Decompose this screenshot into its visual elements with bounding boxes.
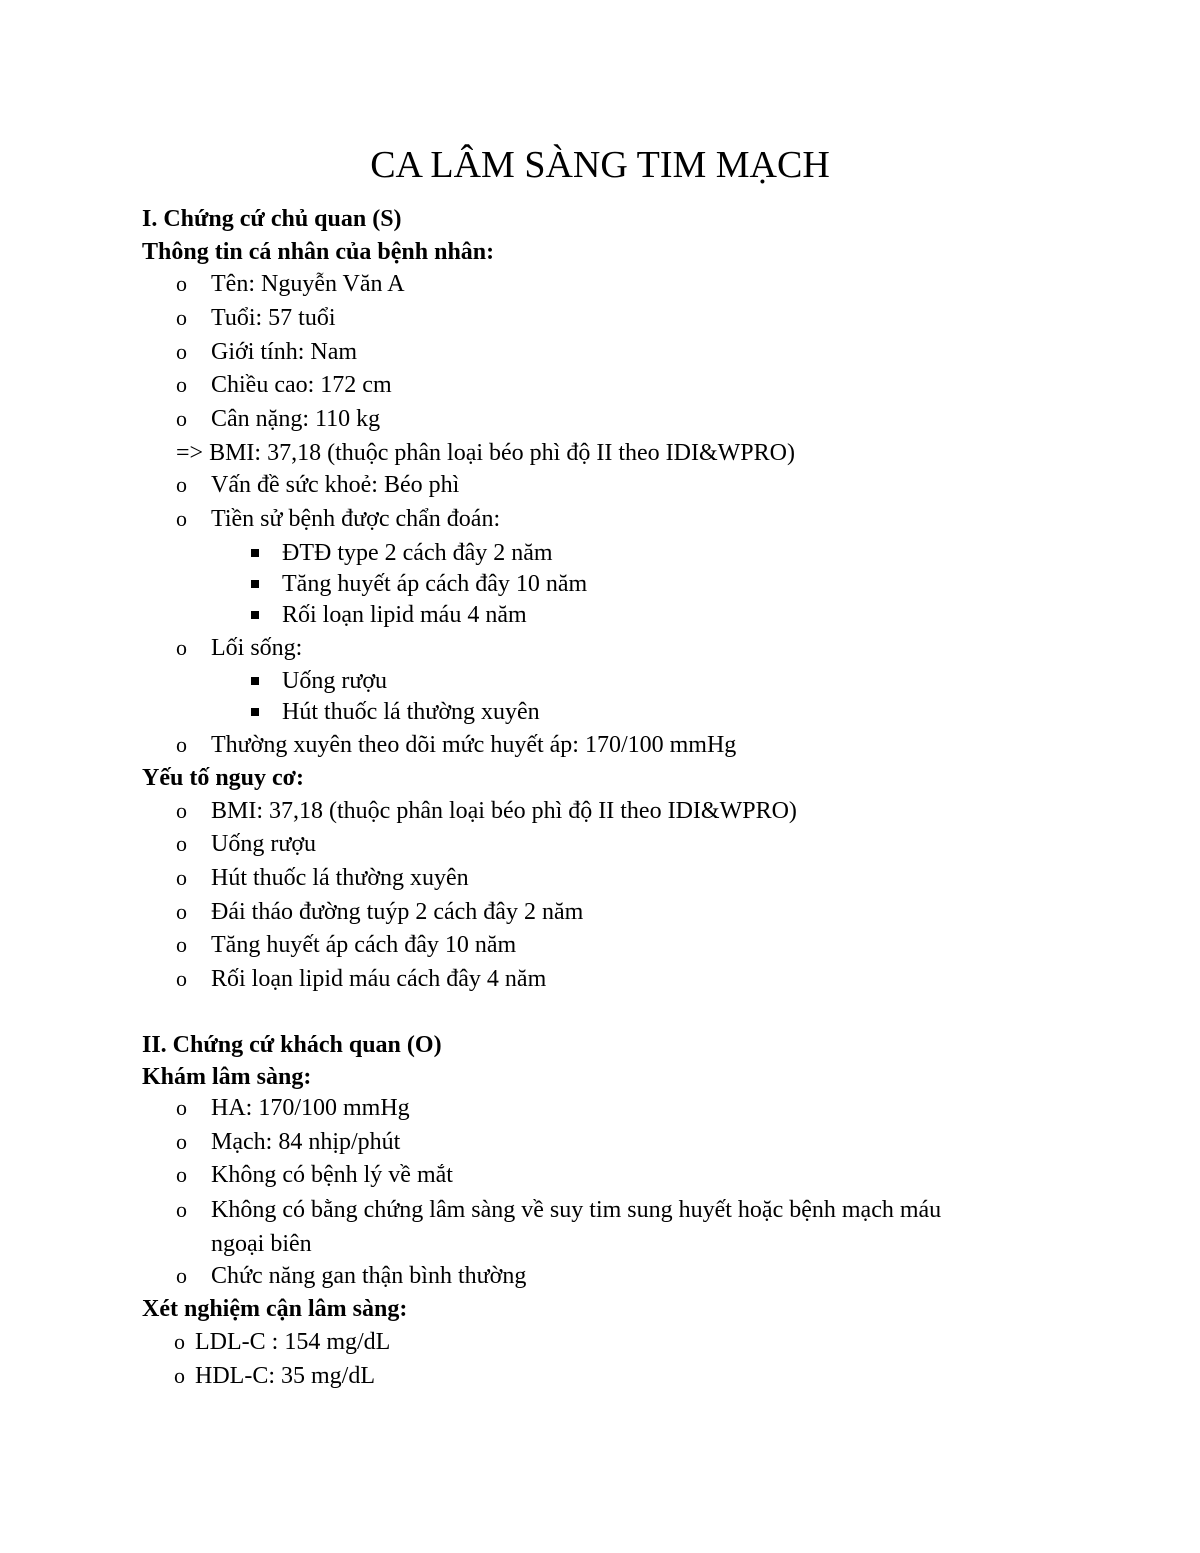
risk-factors-heading: Yếu tố nguy cơ: bbox=[142, 765, 304, 791]
list-item-text: Tuổi: 57 tuổi bbox=[211, 305, 336, 331]
exam-item-text: Không có bằng chứng lâm sàng về suy tim sung huyết hoặc bệnh mạch máu bbox=[211, 1197, 942, 1223]
circle-bullet-icon: o bbox=[176, 1197, 187, 1222]
patient-info-heading: Thông tin cá nhân của bệnh nhân: bbox=[142, 239, 495, 265]
sub-list-item-text: Tăng huyết áp cách đây 10 năm bbox=[282, 571, 588, 597]
section-1-heading: I. Chứng cứ chủ quan (S) bbox=[142, 206, 402, 232]
square-bullet-icon bbox=[251, 708, 259, 716]
list-item-text: Cân nặng: 110 kg bbox=[211, 406, 381, 432]
sub-list-item-text: ĐTĐ type 2 cách đây 2 năm bbox=[282, 540, 553, 566]
list-item-text: Chiều cao: 172 cm bbox=[211, 372, 392, 398]
circle-bullet-icon: o bbox=[176, 406, 187, 431]
circle-bullet-icon: o bbox=[176, 635, 187, 660]
list-item-text: Vấn đề sức khoẻ: Béo phì bbox=[211, 472, 460, 498]
circle-bullet-icon: o bbox=[176, 1263, 187, 1288]
page-title: CA LÂM SÀNG TIM MẠCH bbox=[370, 144, 830, 186]
square-bullet-icon bbox=[251, 549, 259, 557]
list-item-text: Tiền sử bệnh được chẩn đoán: bbox=[211, 506, 501, 532]
sub-list-item-text: Rối loạn lipid máu 4 năm bbox=[282, 602, 527, 628]
section-2-heading: II. Chứng cứ khách quan (O) bbox=[142, 1032, 442, 1058]
square-bullet-icon bbox=[251, 611, 259, 619]
circle-bullet-icon: o bbox=[176, 798, 187, 823]
circle-bullet-icon: o bbox=[176, 305, 187, 330]
list-item-text: Tên: Nguyễn Văn A bbox=[211, 271, 405, 297]
square-bullet-icon bbox=[251, 580, 259, 588]
risk-item-text: Hút thuốc lá thường xuyên bbox=[211, 865, 469, 891]
risk-item-text: Đái tháo đường tuýp 2 cách đây 2 năm bbox=[211, 899, 584, 925]
circle-bullet-icon: o bbox=[176, 932, 187, 957]
circle-bullet-icon: o bbox=[174, 1329, 185, 1354]
exam-item-text: Chức năng gan thận bình thường bbox=[211, 1263, 527, 1289]
circle-bullet-icon: o bbox=[174, 1363, 185, 1388]
circle-bullet-icon: o bbox=[176, 899, 187, 924]
exam-item-text: Mạch: 84 nhịp/phút bbox=[211, 1129, 401, 1155]
risk-item-text: Rối loạn lipid máu cách đây 4 năm bbox=[211, 966, 547, 992]
lab-item-text: HDL-C: 35 mg/dL bbox=[195, 1363, 375, 1389]
exam-item-text: HA: 170/100 mmHg bbox=[211, 1095, 410, 1121]
circle-bullet-icon: o bbox=[176, 339, 187, 364]
circle-bullet-icon: o bbox=[176, 1095, 187, 1120]
circle-bullet-icon: o bbox=[176, 372, 187, 397]
sub-list-item-text: Hút thuốc lá thường xuyên bbox=[282, 699, 540, 725]
risk-item-text: Tăng huyết áp cách đây 10 năm bbox=[211, 932, 517, 958]
square-bullet-icon bbox=[251, 677, 259, 685]
circle-bullet-icon: o bbox=[176, 472, 187, 497]
circle-bullet-icon: o bbox=[176, 831, 187, 856]
lab-heading: Xét nghiệm cận lâm sàng: bbox=[142, 1296, 408, 1322]
circle-bullet-icon: o bbox=[176, 865, 187, 890]
circle-bullet-icon: o bbox=[176, 271, 187, 296]
risk-item-text: BMI: 37,18 (thuộc phân loại béo phì độ II theo IDI&WPRO) bbox=[211, 798, 797, 824]
circle-bullet-icon: o bbox=[176, 966, 187, 991]
exam-item-text: ngoại biên bbox=[211, 1231, 312, 1257]
lab-item-text: LDL-C : 154 mg/dL bbox=[195, 1329, 391, 1355]
exam-item-text: Không có bệnh lý về mắt bbox=[211, 1162, 453, 1188]
risk-item-text: Uống rượu bbox=[211, 831, 317, 857]
bmi-note-text: => BMI: 37,18 (thuộc phân loại béo phì độ II theo IDI&WPRO) bbox=[176, 440, 795, 466]
list-item-text: Giới tính: Nam bbox=[211, 339, 358, 365]
circle-bullet-icon: o bbox=[176, 506, 187, 531]
list-item-text: Lối sống: bbox=[211, 635, 303, 661]
sub-list-item-text: Uống rượu bbox=[282, 668, 388, 694]
circle-bullet-icon: o bbox=[176, 1162, 187, 1187]
list-item-text: Thường xuyên theo dõi mức huyết áp: 170/100 mmHg bbox=[211, 732, 737, 758]
circle-bullet-icon: o bbox=[176, 732, 187, 757]
exam-heading: Khám lâm sàng: bbox=[142, 1064, 312, 1090]
circle-bullet-icon: o bbox=[176, 1129, 187, 1154]
